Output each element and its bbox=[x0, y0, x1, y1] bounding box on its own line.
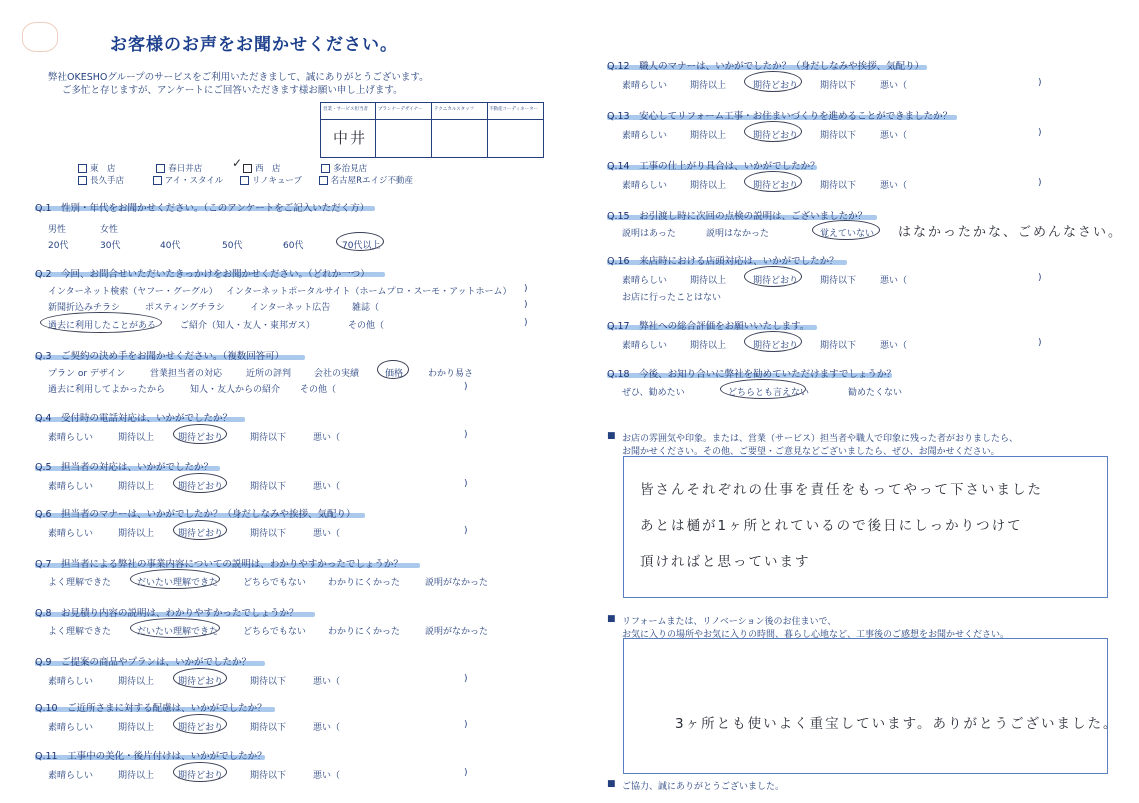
q1-age-30: 30代 bbox=[100, 241, 121, 251]
q15-label: Q.15 お引渡し時に次回の点検の説明は、ございましたか？ bbox=[607, 211, 868, 222]
q16-opt-3: 期待どおり bbox=[753, 276, 799, 286]
q13-opt-2: 期待以上 bbox=[690, 131, 727, 141]
comment2-bullet: ■ bbox=[607, 614, 616, 624]
q3-selected-circle bbox=[377, 360, 409, 379]
q18-label: Q.18 今後、お知り合いに弊社を勧めていただけますでしょうか？ bbox=[607, 369, 896, 380]
q4-label: Q.4 受付時の電話対応は、いかがでしたか？ bbox=[35, 413, 233, 424]
q7-opt-5: 説明がなかった bbox=[425, 578, 489, 588]
q2-opt-portal: インターネットポータルサイト（ホームプロ・スーモ・アットホーム） bbox=[226, 287, 512, 297]
q11-opt-4: 期待以下 bbox=[250, 771, 287, 781]
q17-selected-circle bbox=[744, 331, 802, 352]
q4-opt-2: 期待以上 bbox=[118, 433, 155, 443]
q2-opt-other: その他（ bbox=[348, 321, 385, 331]
q11-selected-circle bbox=[173, 762, 227, 782]
q15-selected-circle bbox=[812, 220, 880, 240]
q14-opt-5: 悪い（ bbox=[880, 181, 908, 191]
q15-opt-3: 覚えていない bbox=[820, 229, 875, 239]
q8-opt-5: 説明がなかった bbox=[425, 627, 489, 637]
staff-table bbox=[320, 102, 544, 158]
q3-opt-sales: 営業担当者の対応 bbox=[150, 369, 223, 379]
q5-opt-5: 悪い（ bbox=[313, 482, 341, 492]
q9-label: Q.9 ご提案の商品やプランは、いかがでしたか？ bbox=[35, 657, 252, 668]
staff-header-sales: 営業・サービス担当者 bbox=[323, 107, 368, 112]
q16-label: Q.16 来店時における店頭対応は、いかがでしたか？ bbox=[607, 256, 839, 267]
thanks-line-2: ご多忙と存じますが、アンケートにご回答いただきます様お願い申し上げます。 bbox=[62, 85, 403, 96]
q4-opt-1: 素晴らしい bbox=[48, 433, 94, 443]
q16-opt-never-visited: お店に行ったことはない bbox=[622, 293, 722, 303]
q10-opt-3: 期待どおり bbox=[178, 723, 224, 733]
q3-opt-price: 価格 bbox=[385, 369, 404, 379]
q6-opt-2: 期待以上 bbox=[118, 529, 155, 539]
q12-opt-3: 期待どおり bbox=[753, 81, 799, 91]
q12-selected-circle bbox=[744, 71, 802, 92]
staff-header-realestate: 不動産コーディネーター bbox=[489, 107, 539, 112]
q16-opt-2: 期待以上 bbox=[690, 276, 727, 286]
q1-gender-female: 女性 bbox=[100, 225, 119, 235]
q11-opt-3: 期待どおり bbox=[178, 771, 224, 781]
q1-age-70plus: 70代以上 bbox=[342, 241, 381, 251]
q13-opt-3: 期待どおり bbox=[753, 131, 799, 141]
store-row-1: 東 店 春日井店 西 店 多治見店 bbox=[78, 162, 367, 174]
q6-opt-4: 期待以下 bbox=[250, 529, 287, 539]
comment2-box bbox=[623, 638, 1108, 774]
q9-opt-5: 悪い（ bbox=[313, 677, 341, 687]
comment2-prompt-2: お気に入りの場所やお気に入りの時間、暮らし心地など、工事後のご感想をお聞かせください。 bbox=[622, 630, 1010, 640]
q3-opt-record: 会社の実績 bbox=[314, 369, 360, 379]
q10-opt-5: 悪い（ bbox=[313, 723, 341, 733]
comment1-line-3: 頂ければと思っています bbox=[640, 554, 811, 570]
q7-label: Q.7 担当者による弊社の事業内容についての説明は、わかりやすかったでしょうか？ bbox=[35, 559, 403, 570]
q15-opt-1: 説明はあった bbox=[622, 229, 676, 239]
q8-opt-3: どちらでもない bbox=[243, 627, 306, 637]
q17-opt-4: 期待以下 bbox=[820, 341, 857, 351]
q8-label: Q.8 お見積り内容の説明は、わかりやすかったでしょうか？ bbox=[35, 608, 299, 619]
q10-opt-2: 期待以上 bbox=[118, 723, 155, 733]
q6-opt-3: 期待どおり bbox=[178, 529, 224, 539]
q17-opt-1: 素晴らしい bbox=[622, 341, 668, 351]
q2-opt-web-ad: インターネット広告 bbox=[250, 303, 331, 313]
staff-header-technical: テクニカルスタッフ bbox=[434, 107, 475, 112]
q18-opt-1: ぜひ、勧めたい bbox=[622, 388, 685, 398]
q2-opt-posting: ポスティングチラシ bbox=[145, 303, 225, 313]
q17-opt-5: 悪い（ bbox=[880, 341, 908, 351]
q3-opt-past-good: 過去に利用してよかったから bbox=[48, 385, 166, 395]
q4-selected-circle bbox=[173, 424, 227, 444]
q14-opt-4: 期待以下 bbox=[820, 181, 857, 191]
q16-opt-5: 悪い（ bbox=[880, 276, 908, 286]
q13-selected-circle bbox=[744, 121, 802, 142]
q2-opt-referral: ご紹介（知人・友人・東邦ガス） bbox=[180, 321, 316, 331]
q10-selected-circle bbox=[173, 714, 227, 734]
q14-opt-1: 素晴らしい bbox=[622, 181, 668, 191]
q11-opt-1: 素晴らしい bbox=[48, 771, 94, 781]
q8-opt-4: わかりにくかった bbox=[328, 627, 401, 637]
q14-opt-3: 期待どおり bbox=[753, 181, 799, 191]
store-check-mark: ✓ bbox=[232, 156, 245, 170]
q5-opt-2: 期待以上 bbox=[118, 482, 155, 492]
q7-selected-circle bbox=[130, 569, 220, 589]
q10-opt-4: 期待以下 bbox=[250, 723, 287, 733]
q16-selected-circle bbox=[744, 266, 802, 287]
q14-opt-2: 期待以上 bbox=[690, 181, 727, 191]
comment1-prompt-2: お聞かせください。その他、ご要望・ご意見などございましたら、ぜひ、お聞かせください。 bbox=[622, 447, 1000, 457]
q7-opt-3: どちらでもない bbox=[243, 578, 306, 588]
q17-opt-2: 期待以上 bbox=[690, 341, 727, 351]
q12-opt-4: 期待以下 bbox=[820, 81, 857, 91]
staff-sales-name: 中井 bbox=[333, 129, 368, 147]
q2-selected-circle bbox=[40, 312, 162, 333]
q3-label: Q.3 ご契約の決め手をお聞かせください。（複数回答可） bbox=[35, 351, 285, 362]
q4-opt-5: 悪い（ bbox=[313, 433, 341, 443]
stamp-mark bbox=[22, 22, 58, 52]
q13-opt-5: 悪い（ bbox=[880, 131, 908, 141]
q5-opt-3: 期待どおり bbox=[178, 482, 224, 492]
q10-label: Q.10 ご近所さまに対する配慮は、いかがでしたか？ bbox=[35, 703, 267, 714]
q12-opt-5: 悪い（ bbox=[880, 81, 908, 91]
q18-opt-3: 勧めたくない bbox=[848, 388, 903, 398]
q1-age-50: 50代 bbox=[222, 241, 243, 251]
comment1-line-1: 皆さんそれぞれの仕事を責任をもってやって下さいました bbox=[640, 482, 1043, 498]
q4-opt-4: 期待以下 bbox=[250, 433, 287, 443]
q14-label: Q.14 工事の仕上がり具合は、いかがでしたか？ bbox=[607, 161, 820, 172]
store-row-2: 長久手店 アイ・スタイル リノキューブ 名古屋Rエイジ不動産 bbox=[78, 174, 413, 186]
q5-selected-circle bbox=[173, 473, 227, 493]
q3-opt-other: その他（ bbox=[300, 385, 337, 395]
q15-opt-2: 説明はなかった bbox=[706, 229, 770, 239]
q18-opt-2: どちらとも言えない bbox=[728, 388, 810, 398]
q3-opt-plan: プラン or デザイン bbox=[48, 369, 126, 379]
q17-label: Q.17 弊社への総合評価をお願いいたします。 bbox=[607, 321, 810, 332]
q15-handwritten-note: はなかったかな、ごめんなさい。 bbox=[898, 225, 1124, 240]
q5-label: Q.5 担当者の対応は、いかがでしたか？ bbox=[35, 462, 214, 473]
q5-opt-1: 素晴らしい bbox=[48, 482, 94, 492]
comment1-prompt-1: お店の雰囲気や印象。または、営業（サービス）担当者や職人で印象に残った者がおりましたら、 bbox=[622, 434, 1019, 444]
q12-opt-2: 期待以上 bbox=[690, 81, 727, 91]
q5-opt-4: 期待以下 bbox=[250, 482, 287, 492]
comment1-bullet: ■ bbox=[607, 431, 616, 441]
q2-opt-newspaper: 新聞折込みチラシ bbox=[48, 303, 121, 313]
q2-opt-search: インターネット検索（ヤフー・グーグル） bbox=[48, 287, 218, 297]
footer-thanks: ご協力、誠にありがとうございました。 bbox=[622, 782, 785, 792]
q3-opt-friend: 知人・友人からの紹介 bbox=[190, 385, 281, 395]
q7-opt-4: わかりにくかった bbox=[328, 578, 401, 588]
q4-opt-3: 期待どおり bbox=[178, 433, 224, 443]
q1-gender-male: 男性 bbox=[48, 225, 67, 235]
q1-age-40: 40代 bbox=[160, 241, 181, 251]
comment1-line-2: あとは樋が1ヶ所とれているので後日にしっかりつけて bbox=[640, 518, 1023, 534]
comment2-line-1: 3ヶ所とも使いよく重宝しています。ありがとうございました。 bbox=[675, 716, 1119, 732]
q8-opt-2: だいたい理解できた bbox=[137, 627, 219, 637]
q1-age-60: 60代 bbox=[283, 241, 304, 251]
q13-opt-4: 期待以下 bbox=[820, 131, 857, 141]
q6-label: Q.6 担当者のマナーは、いかがでしたか？（身だしなみや挨拶、気配り） bbox=[35, 509, 356, 520]
q1-label: Q.1 性別・年代をお聞かせください。（このアンケートをご記入いただく方） bbox=[35, 203, 370, 214]
q12-opt-1: 素晴らしい bbox=[622, 81, 668, 91]
q16-opt-1: 素晴らしい bbox=[622, 276, 668, 286]
q10-opt-1: 素晴らしい bbox=[48, 723, 94, 733]
q6-opt-1: 素晴らしい bbox=[48, 529, 94, 539]
q12-label: Q.12 職人のマナーは、いかがでしたか？（身だしなみや挨拶、気配り） bbox=[607, 61, 925, 72]
q17-opt-3: 期待どおり bbox=[753, 341, 799, 351]
q1-age-20: 20代 bbox=[48, 241, 69, 251]
q2-opt-past-use: 過去に利用したことがある bbox=[48, 321, 157, 331]
q8-opt-1: よく理解できた bbox=[48, 627, 112, 637]
q13-label: Q.13 安心してリフォーム工事・お住まいづくりを進めることができましたか？ bbox=[607, 111, 953, 122]
q8-selected-circle bbox=[130, 618, 220, 638]
q3-opt-reputation: 近所の評判 bbox=[246, 369, 292, 379]
thanks-line-1: 弊社OKESHOグループのサービスをご利用いただきまして、誠にありがとうございます。 bbox=[48, 72, 429, 83]
q13-opt-1: 素晴らしい bbox=[622, 131, 668, 141]
survey-title: お客様のお声をお聞かせください。 bbox=[110, 35, 398, 55]
q9-opt-2: 期待以上 bbox=[118, 677, 155, 687]
q6-opt-5: 悪い（ bbox=[313, 529, 341, 539]
q7-opt-2: だいたい理解できた bbox=[137, 578, 219, 588]
q11-opt-2: 期待以上 bbox=[118, 771, 155, 781]
q7-opt-1: よく理解できた bbox=[48, 578, 112, 588]
q3-opt-clarity: わかり易さ bbox=[428, 369, 474, 379]
q11-label: Q.11 工事中の美化・後片付けは、いかがでしたか？ bbox=[35, 751, 267, 762]
q9-opt-1: 素晴らしい bbox=[48, 677, 94, 687]
q1-selected-circle bbox=[336, 232, 384, 251]
q6-selected-circle bbox=[173, 520, 227, 540]
q9-selected-circle bbox=[173, 668, 227, 688]
q16-opt-4: 期待以下 bbox=[820, 276, 857, 286]
q2-opt-magazine: 雑誌（ bbox=[352, 303, 380, 313]
q2-label: Q.2 今回、お問合せいただいたきっかけをお聞かせください。（どれか一つ） bbox=[35, 269, 370, 280]
footer-bullet: ■ bbox=[607, 779, 616, 789]
q9-opt-4: 期待以下 bbox=[250, 677, 287, 687]
q11-opt-5: 悪い（ bbox=[313, 771, 341, 781]
comment2-prompt-1: リフォームまたは、リノベーション後のお住まいで、 bbox=[622, 617, 837, 627]
q18-selected-circle bbox=[720, 379, 806, 399]
q9-opt-3: 期待どおり bbox=[178, 677, 224, 687]
q14-selected-circle bbox=[744, 171, 802, 192]
staff-header-planner: プランナーデザイナー bbox=[378, 107, 423, 112]
